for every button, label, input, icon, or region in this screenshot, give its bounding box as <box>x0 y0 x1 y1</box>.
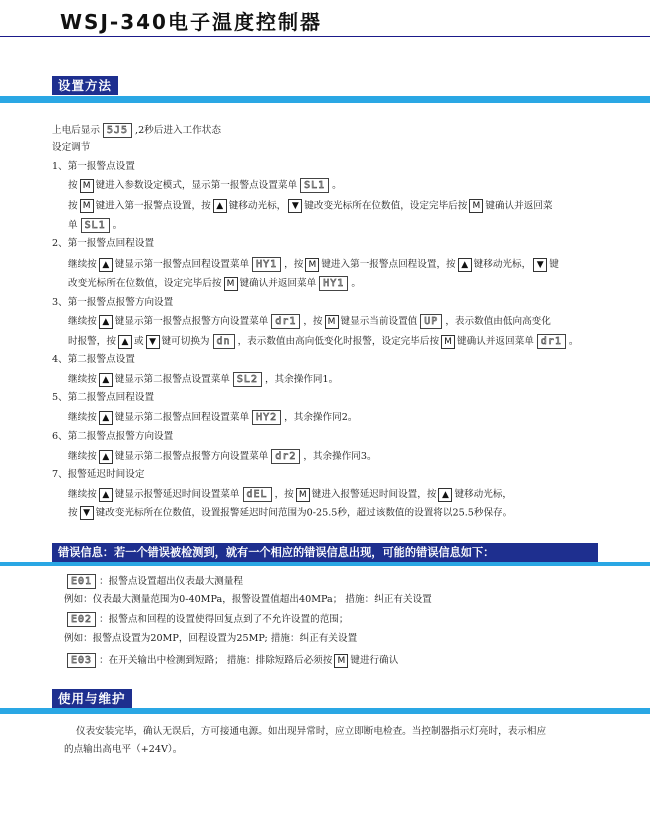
text-fragment: ：报警点设置超出仪表最大测量程 <box>99 576 243 587</box>
setup-power-on-line <box>52 123 221 138</box>
text-fragment: 或 <box>133 336 144 347</box>
text-fragment: 。 <box>112 220 123 231</box>
down-key: ▼ <box>146 335 160 349</box>
text-fragment: 键显示第二报警点设置菜单 <box>114 374 230 385</box>
section-header-maintenance: 使用与维护 <box>52 689 132 708</box>
text-fragment: ，按 <box>303 316 323 327</box>
text-fragment: ，按 <box>284 259 304 270</box>
down-key: ▼ <box>80 506 94 520</box>
section-band-maintenance <box>0 708 650 714</box>
display-sl1: SL1 <box>300 178 329 193</box>
text-fragment: 键可切换为 <box>161 336 210 347</box>
step-1-line-2 <box>68 199 553 214</box>
display-e01: E01 <box>67 574 96 589</box>
display-e03: E03 <box>67 653 96 668</box>
text-fragment: 键显示第一报警点回程设置菜单 <box>114 259 250 270</box>
display-hy1: HY1 <box>319 276 348 291</box>
step-3-line-1 <box>68 314 551 329</box>
text-fragment: ，按 <box>274 489 294 500</box>
text-fragment: 键确认并返回菜 <box>485 200 553 212</box>
setup-adjust-heading: 设定调节 <box>52 142 91 153</box>
text-fragment: 键移动光标， <box>454 489 513 500</box>
text-fragment: 键显示当前设置值 <box>340 316 418 327</box>
display-sl1: SL1 <box>81 218 110 233</box>
text-fragment: ，其余操作同1。 <box>264 374 339 385</box>
text-fragment: ,2秒后进入工作状态 <box>135 125 221 136</box>
text-fragment: ，其余操作同2。 <box>284 412 358 423</box>
text-fragment: 键 <box>549 259 559 270</box>
up-key: ▲ <box>99 373 113 387</box>
step-7-title: 7、报警延迟时间设定 <box>52 469 145 480</box>
maintenance-line-1: 仪表安装完毕，确认无误后，方可接通电源。如出现异常时，应立即断电检查。当控制器指示灯亮时，表示相应 <box>76 726 547 737</box>
text-fragment: 。 <box>568 336 579 347</box>
error-e03-line <box>64 653 398 668</box>
text-fragment: 改变光标所在位数值，设定完毕后按 <box>68 278 222 289</box>
step-5-title: 5、第二报警点回程设置 <box>52 392 155 403</box>
text-fragment: 继续按 <box>68 412 97 423</box>
text-fragment: 。 <box>332 180 342 191</box>
text-fragment: 。 <box>351 278 361 289</box>
text-fragment: 继续按 <box>68 489 97 500</box>
step-3-line-2 <box>68 334 578 349</box>
text-fragment: ：报警点和回程的设置使得回复点到了不允许设置的范围； <box>99 614 349 625</box>
page-title: WSJ-340电子温度控制器 <box>60 10 322 34</box>
text-fragment: ，表示数值由高向低变化时报警，设定完毕后按 <box>237 336 440 347</box>
error-e02-line <box>64 612 349 627</box>
step-2-line-1 <box>68 257 559 272</box>
text-fragment: ：在开关输出中检测到短路； 措施：排除短路后必须按 <box>99 655 333 666</box>
text-fragment: 键显示第二报警点回程设置菜单 <box>114 412 250 423</box>
step-6-title: 6、第二报警点报警方向设置 <box>52 431 174 442</box>
maintenance-line-2: 的点输出高电平（+24V）。 <box>64 744 183 755</box>
section-header-setup: 设置方法 <box>52 76 118 95</box>
up-key: ▲ <box>438 488 452 502</box>
step-1-title: 1、第一报警点设置 <box>52 161 135 172</box>
text-fragment: ，表示数值由低向高变化 <box>445 316 551 327</box>
text-fragment: 继续按 <box>68 451 97 462</box>
text-fragment: 键进入第一报警点设置，按 <box>95 200 211 212</box>
text-fragment: 继续按 <box>68 374 97 385</box>
error-e01-line <box>64 574 243 589</box>
step-7-line-1 <box>68 487 512 502</box>
text-fragment: 按 <box>68 180 78 191</box>
section-band-setup <box>0 96 650 103</box>
step-4-title: 4、第二报警点设置 <box>52 354 135 365</box>
text-fragment: 键确认并返回菜单 <box>457 336 534 347</box>
up-key: ▲ <box>99 450 113 464</box>
error-e01-example: 例如：仪表最大测量范围为0-40MPa，报警设置值超出40MPa； 措施：纠正有关设置 <box>64 594 432 605</box>
text-fragment: 键显示报警延迟时间设置菜单 <box>114 489 240 500</box>
step-6-line-1 <box>68 449 377 464</box>
m-key: M <box>334 654 348 668</box>
text-fragment: ，其余操作同3。 <box>303 451 377 462</box>
up-key: ▲ <box>118 335 132 349</box>
up-key: ▲ <box>99 488 113 502</box>
text-fragment: 单 <box>68 220 78 231</box>
display-dr1: dr1 <box>271 314 300 329</box>
text-fragment: 键显示第一报警点报警方向设置菜单 <box>114 316 269 327</box>
text-fragment: 继续按 <box>68 316 97 327</box>
text-fragment: 键进入参数设定模式，显示第一报警点设置菜单 <box>95 180 298 191</box>
m-key: M <box>325 315 339 329</box>
step-1-line-1 <box>68 178 342 193</box>
step-7-line-2 <box>68 506 512 521</box>
text-fragment: 键确认并返回菜单 <box>239 278 317 289</box>
text-fragment: 键改变光标所在位数值，设置报警延迟时间范围为0-25.5秒，超过该数值的设置将以25.5秒保存。 <box>95 507 513 519</box>
text-fragment: 键显示第二报警点报警方向设置菜单 <box>114 451 269 462</box>
step-3-title: 3、第一报警点报警方向设置 <box>52 297 174 308</box>
up-key: ▲ <box>213 199 227 213</box>
text-fragment: 键进入报警延迟时间设置，按 <box>311 489 437 500</box>
section-header-errors: 错误信息：若一个错误被检测到，就有一个相应的错误信息出现，可能的错误信息如下： <box>52 543 598 562</box>
display-hy1: HY1 <box>252 257 281 272</box>
text-fragment: 按 <box>68 200 78 212</box>
text-fragment: 键移动光标， <box>228 200 287 212</box>
m-key: M <box>469 199 483 213</box>
display-sjs: 5J5 <box>103 123 132 138</box>
step-1-line-3 <box>68 218 122 233</box>
m-key: M <box>224 277 238 291</box>
text-fragment: 键进行确认 <box>350 655 399 666</box>
up-key: ▲ <box>99 411 113 425</box>
text-fragment: 键进入第一报警点回程设置，按 <box>321 259 456 270</box>
m-key: M <box>80 179 94 193</box>
section-band-errors <box>0 562 650 566</box>
text-fragment: 键移动光标， <box>473 259 532 270</box>
display-dr1: dr1 <box>537 334 566 349</box>
display-del: dEL <box>243 487 272 502</box>
display-dr2: dr2 <box>271 449 300 464</box>
display-sl2: SL2 <box>233 372 262 387</box>
up-key: ▲ <box>99 315 113 329</box>
text-fragment: 时报警，按 <box>68 336 116 347</box>
m-key: M <box>296 488 310 502</box>
down-key: ▼ <box>533 258 547 272</box>
up-key: ▲ <box>99 258 113 272</box>
display-up: UP <box>420 314 442 329</box>
m-key: M <box>441 335 455 349</box>
text-fragment: 继续按 <box>68 259 97 270</box>
text-fragment: 上电后显示 <box>52 125 100 136</box>
display-e02: E02 <box>67 612 96 627</box>
title-divider <box>0 36 650 37</box>
text-fragment: 键改变光标所在位数值，设定完毕后按 <box>304 200 468 212</box>
step-2-title: 2、第一报警点回程设置 <box>52 238 155 249</box>
step-5-line-1 <box>68 410 357 425</box>
text-fragment: 按 <box>68 507 78 519</box>
error-e02-example: 例如：报警点设置为20MP，回程设置为25MP; 措施：纠正有关设置 <box>64 633 358 644</box>
display-dn: dn <box>213 334 235 349</box>
step-4-line-1 <box>68 372 338 387</box>
m-key: M <box>305 258 319 272</box>
display-hy2: HY2 <box>252 410 281 425</box>
step-2-line-2 <box>68 276 361 291</box>
down-key: ▼ <box>288 199 302 213</box>
m-key: M <box>80 199 94 213</box>
up-key: ▲ <box>458 258 472 272</box>
